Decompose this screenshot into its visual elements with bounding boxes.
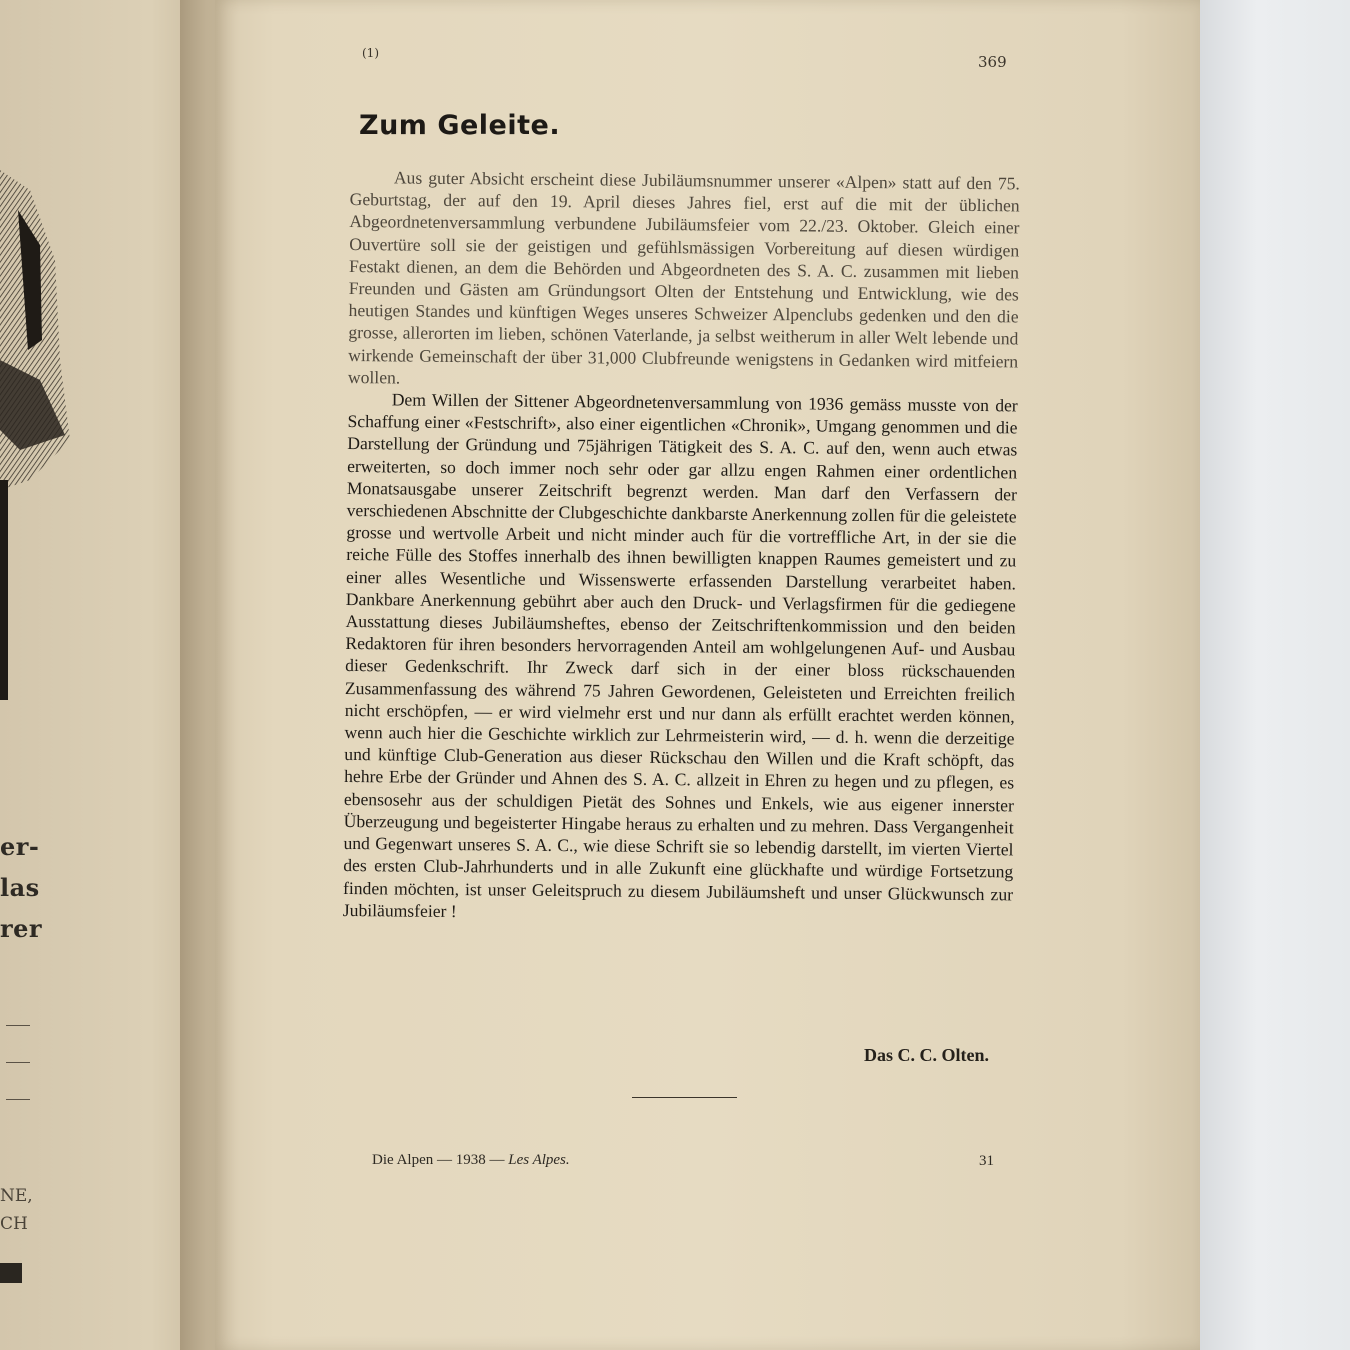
previous-page-dash — [6, 1025, 30, 1026]
divider-rule — [632, 1097, 737, 1098]
footer-publication — [372, 1152, 570, 1169]
previous-page-dash — [6, 1062, 30, 1063]
previous-page-small-fragment: CH — [0, 1214, 28, 1234]
page-number-top: 369 — [978, 53, 1007, 71]
previous-page-black-bar — [0, 1263, 22, 1283]
previous-page-text-fragment: er- — [0, 832, 40, 861]
signature: Das C. C. Olten. — [864, 1045, 989, 1065]
book-gutter — [180, 0, 240, 1350]
page-number-bottom: 31 — [979, 1153, 994, 1169]
footer-publication-french-title: Les Alpes. — [508, 1152, 570, 1168]
previous-page-dash — [6, 1099, 30, 1100]
previous-page-small-fragment: NE, — [0, 1186, 33, 1206]
previous-page-text-fragment: rer — [0, 914, 43, 943]
previous-page-text-fragment: las — [0, 873, 40, 902]
paragraph: Aus guter Absicht erscheint diese Jubiläumsnummer unserer «Alpen» statt auf den 75. Geburtstag, der auf den 19. April dieses Jahres fiel, erst auf die mit der üblichen Abgeordnetenversammlung verbundene Jubiläumsfeier vom 22./23. Oktober. Gleich einer Ouvertüre soll sie der geistigen und gefühlsmässigen Vorbereitung auf diesen würdigen Festakt dienen, an dem die Behörden und Abgeordneten des S. A. C. zusammen mit lieben Freunden und Gästen am Gründungsort Olten der Entstehung und Entwicklung, wie des heutigen Standes und künftigen Weges unseres Schweizer Alpenclubs gedenken und den die grosse, allerorten im lieben, schönen Vaterlande, ja selbst weitherum in aller Welt lebende und wirkende Gemeinschaft der über 31,000 Clubfreunde wenigstens in Gedanken wird mitfeiern wollen. — [347, 167, 1020, 388]
article-body — [343, 166, 1020, 927]
previous-page-illustration — [0, 150, 80, 710]
page-header-marker: (1) — [362, 46, 379, 60]
footer-publication-title: Die Alpen — 1938 — — [372, 1152, 505, 1168]
page-title: Zum Geleite. — [359, 110, 561, 141]
backdrop-cloth — [1195, 0, 1350, 1350]
paragraph: Dem Willen der Sittener Abgeordnetenversammlung von 1936 gemäss musste von der Schaffung einer «Festschrift», also einer eigentlichen «Chronik», Umgang genommen und die Darstellung der Gründung und 75jährigen Tätigkeit des S. A. C. auf den, wenn auch etwas erweiterten, so doch immer noch sehr oder gar allzu engen Rahmen einer ordentlichen Monatsausgabe unserer Zeitschrift begrenzt werden. Man darf den Verfassern der verschiedenen Abschnitte der Clubgeschichte dankbarste Anerkennung zollen für die geleistete grosse und wertvolle Arbeit und nicht minder auch für die vortreffliche Art, in der sie die reiche Fülle des Stoffes innerhalb des ihnen bewilligten knappen Raumes gemeistert und zu einer alles Wesentliche und Wissenswerte erfassenden Darstellung verarbeitet haben. Dankbare Anerkennung gebührt aber auch den Druck- und Verlagsfirmen für die gediegene Ausstattung dieses Jubiläumsheftes, ebenso der Zeitschriftenkommission und den beiden Redaktoren für ihren besonders hervorragenden Anteil am wohlgelungenen Auf- und Ausbau dieser Gedenkschrift. Ihr Zweck darf sich in der einer bloss rückschauenden Zusammenfassung des während 75 Jahren Gewordenen, Geleisteten und Erreichten freilich nicht erschöpfen, — er wird vielmehr erst und nur dann als erfüllt erachtet werden können, wenn auch hier die Geschichte wirklich zur Lehrmeisterin wird, — d. h. wenn die derzeitige und künftige Club-Generation aus dieser Rückschau den Willen und die Kraft schöpft, das hehre Erbe der Gründer und Ahnen des S. A. C. allzeit in Ehren zu hegen und zu pflegen, es ebensosehr aus der schuldigen Pietät des Sohnes und Enkels, wie aus eigener innerster Überzeugung und begeisterter Hingabe heraus zu erhalten und zu mehren. Dass Vergangenheit und Gegenwart unseres S. A. C., wie diese Schrift sie so lebendig darstellt, im vierten Viertel des ersten Club-Jahrhunderts und in alle Zukunft eine glückhafte und würdige Fortsetzung finden möchten, ist unser Geleitspruch zu diesem Jubiläumsheft und unser Glückwunsch zur Jubiläumsfeier ! — [342, 389, 1018, 921]
